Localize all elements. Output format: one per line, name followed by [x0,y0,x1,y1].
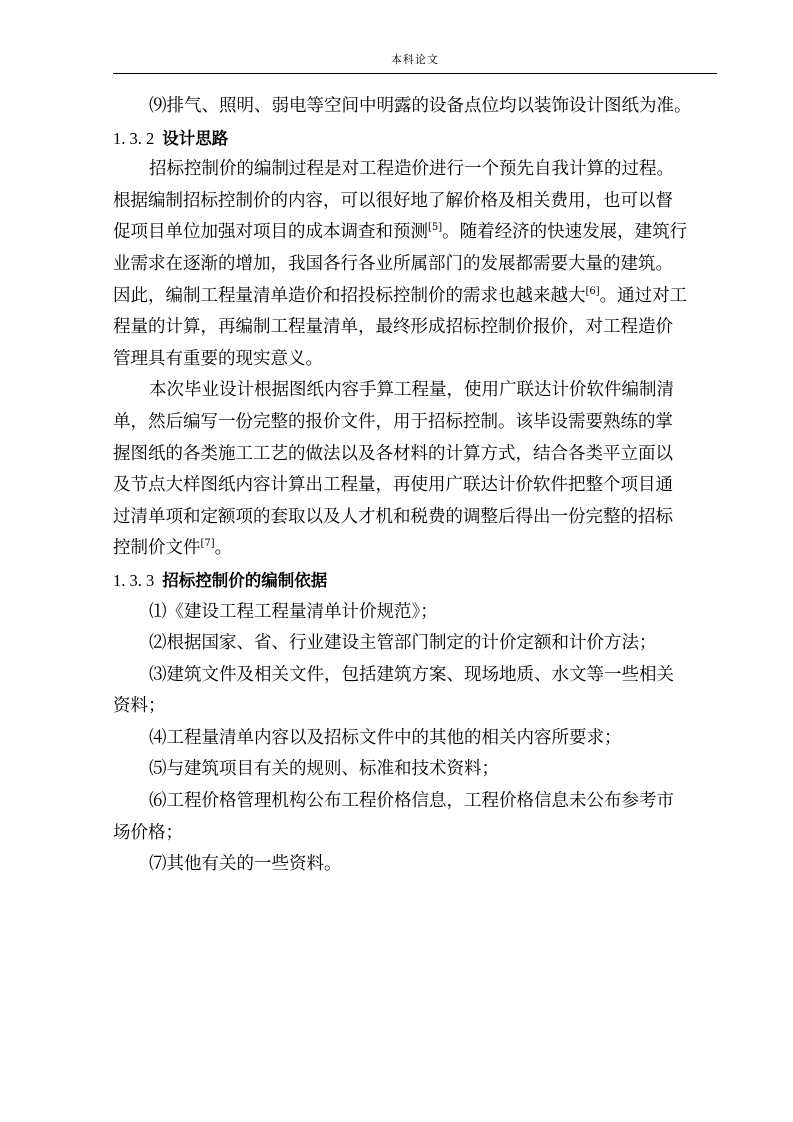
paragraph-line: 及节点大样图纸内容计算出工程量，再使用广联达计价软件把整个项目通 [113,475,673,496]
paragraph-line [113,281,717,313]
list-item: ⑸与建筑项目有关的规则、标准和技术资料； [149,759,499,780]
paragraph-line: 握图纸的各类施工工艺的做法以及各材料的计算方式，结合各类平立面以 [113,443,673,464]
list-item: ⑺其他有关的一些资料。 [149,854,342,875]
list-item-continuation: 场价格； [113,822,183,843]
header-divider [113,73,717,74]
citation-ref: [6] [585,285,600,297]
section-heading-1-3-3 [113,565,717,597]
page-header-title: 本科论文 [391,53,439,66]
text-span: 。随着经济的快速发展，建筑行 [442,222,688,243]
text-span: 促项目单位加强对项目的成本调查和预测 [113,222,428,243]
paragraph-line: 管理具有重要的现实意义。 [113,348,323,369]
section-title: 设计思路 [162,128,229,148]
citation-ref: [7] [200,538,215,550]
citation-ref: [5] [428,222,443,234]
paragraph-line: 招标控制价的编制过程是对工程造价进行一个预先自我计算的过程。 [149,159,674,180]
section-heading-1-3-2 [113,123,717,155]
paragraph-line [113,217,717,249]
list-item: ⑴《建设工程工程量清单计价规范》； [149,601,438,622]
body-content [113,91,717,881]
paragraph-line: 根据编制招标控制价的内容，可以很好地了解价格及相关费用，也可以督 [113,190,673,211]
text-span: 因此，编制工程量清单造价和招投标控制价的需求也越来越大 [113,285,586,306]
section-title: 招标控制价的编制依据 [162,570,328,590]
text-span: 。 [214,538,233,559]
section-number: 1. 3. 2 [113,128,155,148]
list-item: ⑹工程价格管理机构公布工程价格信息，工程价格信息未公布参考市 [149,791,674,812]
paragraph-line: 业需求在逐渐的增加，我国各行各业所属部门的发展都需要大量的建筑。 [113,253,673,274]
section-number: 1. 3. 3 [113,570,155,590]
list-item-continuation: 资料； [113,696,166,717]
text-span: 控制价文件 [113,538,201,559]
paragraph-line: 程量的计算，再编制工程量清单，最终形成招标控制价报价，对工程造价 [113,317,673,338]
text-line: ⑼排气、照明、弱电等空间中明露的设备点位均以装饰设计图纸为准。 [149,96,692,116]
paragraph-line: 本次毕业设计根据图纸内容手算工程量，使用广联达计价软件编制清 [149,380,674,401]
paragraph-line: 单，然后编写一份完整的报价文件，用于招标控制。该毕设需要熟练的掌 [113,411,673,432]
text-span: 。通过对工 [599,285,688,306]
list-item: ⑵根据国家、省、行业建设主管部门制定的计价定额和计价方法； [149,633,657,654]
paragraph-line: 过清单项和定额项的套取以及人才机和税费的调整后得出一份完整的招标 [113,506,673,527]
list-item: ⑶建筑文件及相关文件，包括建筑方案、现场地质、水文等一些相关 [149,664,674,685]
paragraph-line [113,533,717,565]
list-item: ⑷工程量清单内容以及招标文件中的其他的相关内容所要求； [149,727,622,748]
